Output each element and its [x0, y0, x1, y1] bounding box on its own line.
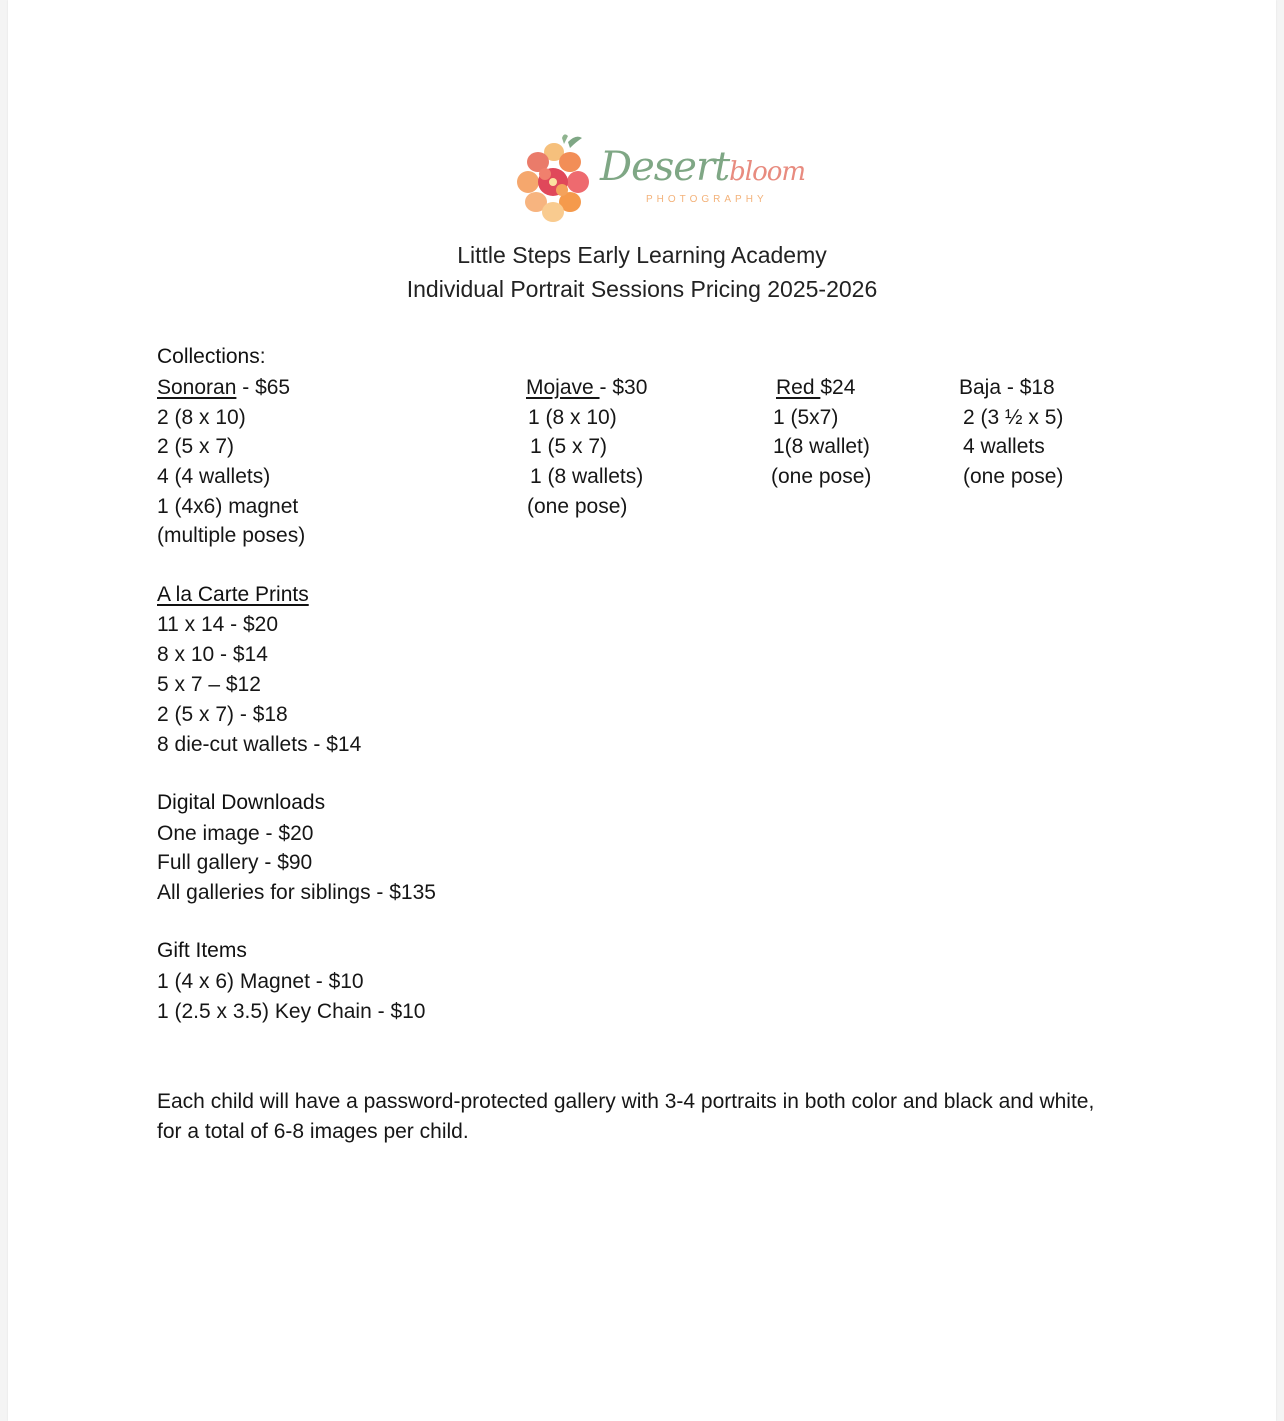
package-baja-title: Baja - $18	[959, 376, 1055, 399]
a-la-carte-heading: A la Carte Prints	[157, 583, 309, 606]
list-item: 1(8 wallet)	[773, 435, 870, 458]
list-item: 1 (8 wallets)	[530, 465, 644, 488]
list-item: (multiple poses)	[157, 524, 306, 547]
list-item: 2 (8 x 10)	[157, 406, 246, 429]
list-item: (one pose)	[527, 495, 628, 518]
list-item: (one pose)	[963, 465, 1064, 488]
school-title: Little Steps Early Learning Academy	[457, 242, 827, 268]
brand-wordmark	[600, 144, 805, 190]
list-item: 2 (5 x 7) - $18	[157, 703, 288, 726]
list-item: One image - $20	[157, 822, 314, 845]
list-item: (one pose)	[771, 465, 872, 488]
list-item: 8 x 10 - $14	[157, 643, 268, 666]
brand-subtitle: PHOTOGRAPHY	[646, 194, 768, 205]
list-item: Full gallery - $90	[157, 851, 313, 874]
collections-heading: Collections:	[157, 345, 266, 368]
package-sonoran-title: Sonoran - $65	[157, 376, 291, 399]
list-item: 1 (5 x 7)	[530, 435, 608, 458]
list-item: All galleries for siblings - $135	[157, 881, 436, 904]
list-item: 8 die-cut wallets - $14	[157, 733, 362, 756]
digital-downloads-heading: Digital Downloads	[157, 791, 326, 814]
package-mojave-title: Mojave - $30	[526, 376, 648, 399]
list-item: 4 wallets	[963, 435, 1045, 458]
brand-accent-text: bloom	[729, 157, 806, 187]
list-item: 1 (8 x 10)	[528, 406, 617, 429]
brand-main-text: Desert	[600, 144, 730, 190]
desertbloom-logo	[510, 132, 806, 228]
list-item: 2 (3 ½ x 5)	[963, 406, 1064, 429]
list-item: 1 (4 x 6) Magnet - $10	[157, 970, 364, 993]
flower-icon	[510, 132, 596, 228]
list-item: 2 (5 x 7)	[157, 435, 235, 458]
list-item: 1 (5x7)	[773, 406, 839, 429]
package-red-title: Red $24	[776, 376, 856, 399]
list-item: 4 (4 wallets)	[157, 465, 271, 488]
list-item: 5 x 7 – $12	[157, 673, 261, 696]
list-item: 1 (4x6) magnet	[157, 495, 299, 518]
gift-items-heading: Gift Items	[157, 939, 247, 962]
gallery-note: Each child will have a password-protected gallery with 3-4 portraits in both color and black and white, for a total of 6-8 images per child.	[157, 1090, 1095, 1143]
pricing-title: Individual Portrait Sessions Pricing 2025-2026	[406, 276, 878, 302]
list-item: 1 (2.5 x 3.5) Key Chain - $10	[157, 1000, 426, 1023]
list-item: 11 x 14 - $20	[157, 613, 279, 636]
